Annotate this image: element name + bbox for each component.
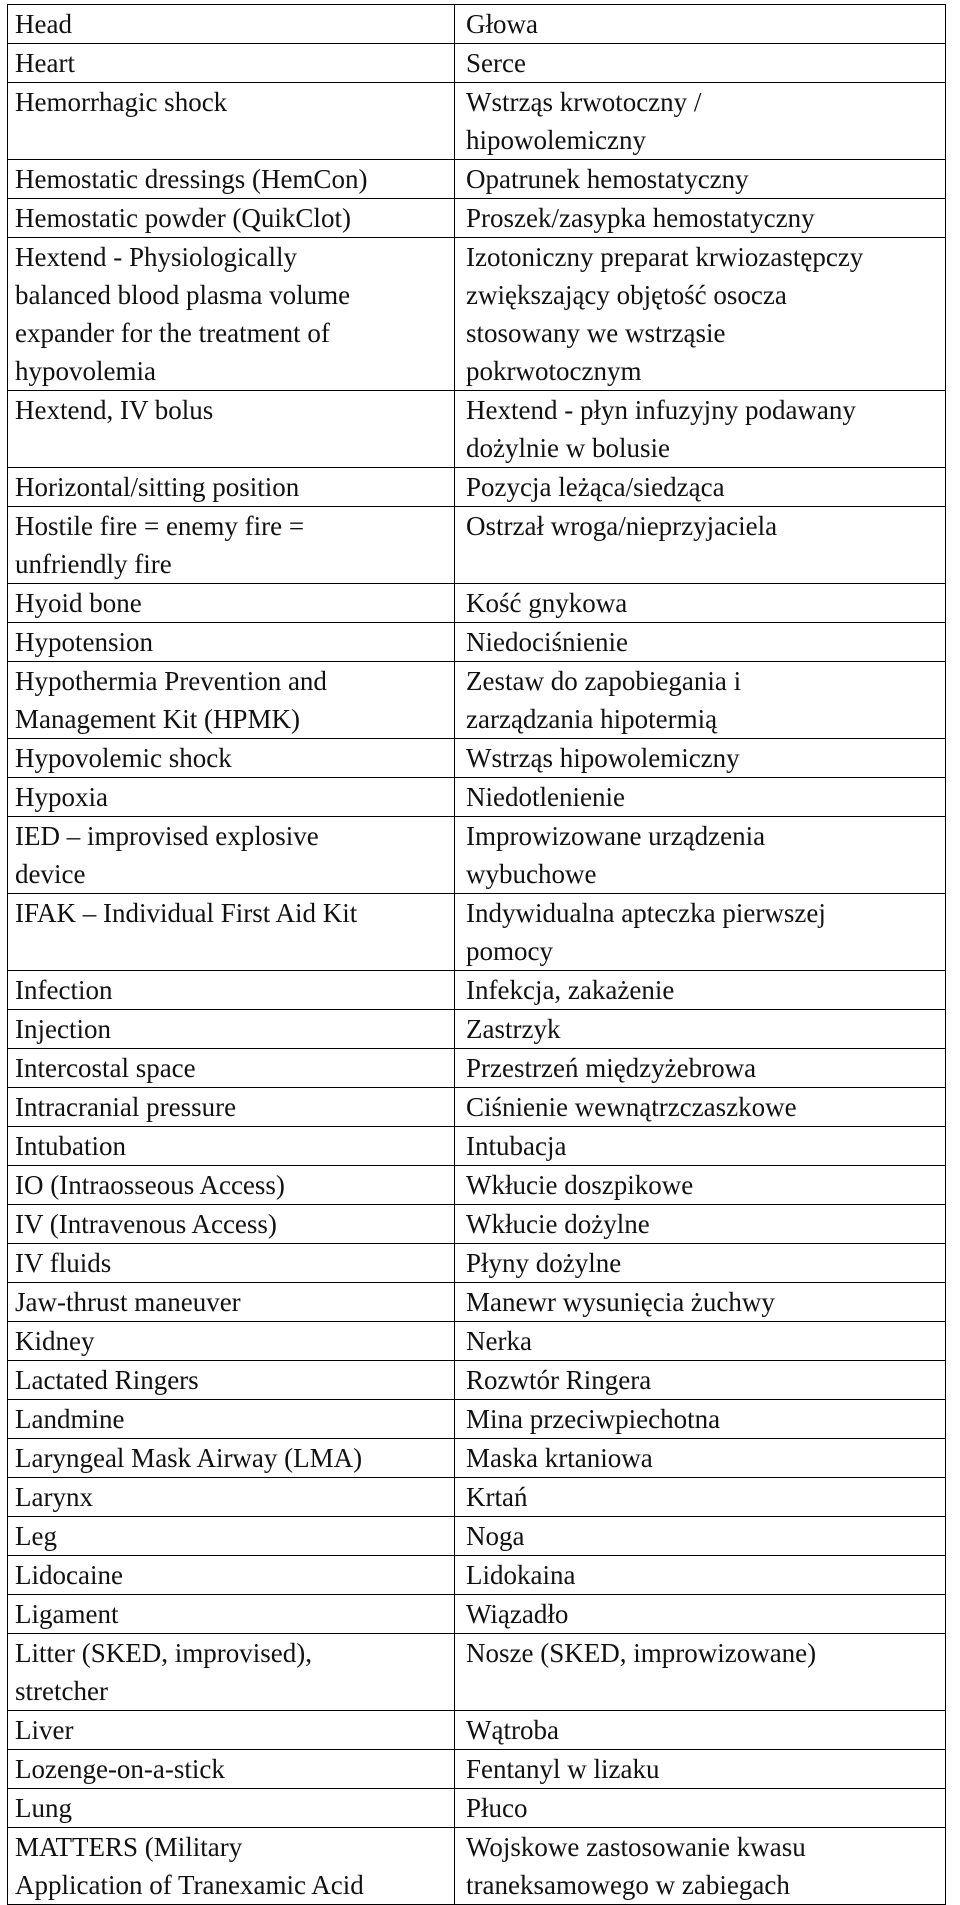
english-term: Litter (SKED, improvised), stretcher [8, 1634, 455, 1711]
polish-translation: Maska krtaniowa [455, 1439, 946, 1478]
glossary-table [7, 4, 946, 1905]
polish-translation: Zastrzyk [455, 1010, 946, 1049]
polish-translation: Wiązadło [455, 1595, 946, 1634]
english-term: Hextend, IV bolus [8, 391, 455, 468]
table-row [8, 739, 946, 778]
table-row [8, 83, 946, 160]
table-row [8, 1088, 946, 1127]
glossary-body [8, 5, 946, 1905]
polish-translation: Mina przeciwpiechotna [455, 1400, 946, 1439]
table-row [8, 160, 946, 199]
polish-translation: Przestrzeń międzyżebrowa [455, 1049, 946, 1088]
english-term: Lozenge-on-a-stick [8, 1750, 455, 1789]
english-term: Jaw-thrust maneuver [8, 1283, 455, 1322]
polish-translation: Lidokaina [455, 1556, 946, 1595]
table-row [8, 1634, 946, 1711]
english-term: Hemostatic dressings (HemCon) [8, 160, 455, 199]
table-row [8, 1595, 946, 1634]
table-row [8, 778, 946, 817]
english-term: Hypotension [8, 623, 455, 662]
polish-translation: Ostrzał wroga/nieprzyjaciela [455, 507, 946, 584]
english-term: Lidocaine [8, 1556, 455, 1595]
english-term: IV (Intravenous Access) [8, 1205, 455, 1244]
polish-translation: Hextend - płyn infuzyjny podawany dożylnie w bolusie [455, 391, 946, 468]
polish-translation: Zestaw do zapobiegania i zarządzania hipotermią [455, 662, 946, 739]
polish-translation: Płuco [455, 1789, 946, 1828]
table-row [8, 1478, 946, 1517]
english-term: Hemorrhagic shock [8, 83, 455, 160]
polish-translation: Wstrząs krwotoczny / hipowolemiczny [455, 83, 946, 160]
polish-translation: Płyny dożylne [455, 1244, 946, 1283]
polish-translation: Niedociśnienie [455, 623, 946, 662]
table-row [8, 1789, 946, 1828]
english-term: Heart [8, 44, 455, 83]
table-row [8, 894, 946, 971]
polish-translation: Głowa [455, 5, 946, 44]
table-row [8, 1205, 946, 1244]
table-row [8, 199, 946, 238]
english-term: Leg [8, 1517, 455, 1556]
english-term: IFAK – Individual First Aid Kit [8, 894, 455, 971]
english-term: Landmine [8, 1400, 455, 1439]
table-row [8, 623, 946, 662]
english-term: Intercostal space [8, 1049, 455, 1088]
table-row [8, 1439, 946, 1478]
polish-translation: Improwizowane urządzenia wybuchowe [455, 817, 946, 894]
english-term: IO (Intraosseous Access) [8, 1166, 455, 1205]
polish-translation: Wstrząs hipowolemiczny [455, 739, 946, 778]
polish-translation: Kość gnykowa [455, 584, 946, 623]
table-row [8, 1010, 946, 1049]
polish-translation: Nosze (SKED, improwizowane) [455, 1634, 946, 1711]
table-row [8, 1049, 946, 1088]
polish-translation: Wątroba [455, 1711, 946, 1750]
table-row [8, 1283, 946, 1322]
english-term: Liver [8, 1711, 455, 1750]
english-term: Kidney [8, 1322, 455, 1361]
polish-translation: Opatrunek hemostatyczny [455, 160, 946, 199]
table-row [8, 971, 946, 1010]
table-row [8, 1127, 946, 1166]
polish-translation: Rozwtór Ringera [455, 1361, 946, 1400]
english-term: IED – improvised explosive device [8, 817, 455, 894]
table-row [8, 817, 946, 894]
english-term: Hemostatic powder (QuikClot) [8, 199, 455, 238]
polish-translation: Serce [455, 44, 946, 83]
english-term: MATTERS (Military Application of Tranexamic Acid [8, 1828, 455, 1905]
polish-translation: Proszek/zasypka hemostatyczny [455, 199, 946, 238]
table-row [8, 507, 946, 584]
english-term: Lung [8, 1789, 455, 1828]
polish-translation: Wojskowe zastosowanie kwasu traneksamowego w zabiegach [455, 1828, 946, 1905]
polish-translation: Infekcja, zakażenie [455, 971, 946, 1010]
table-row [8, 1750, 946, 1789]
table-row [8, 1322, 946, 1361]
english-term: Injection [8, 1010, 455, 1049]
table-row [8, 1400, 946, 1439]
polish-translation: Wkłucie doszpikowe [455, 1166, 946, 1205]
english-term: Hyoid bone [8, 584, 455, 623]
polish-translation: Wkłucie dożylne [455, 1205, 946, 1244]
english-term: Head [8, 5, 455, 44]
polish-translation: Krtań [455, 1478, 946, 1517]
english-term: Ligament [8, 1595, 455, 1634]
polish-translation: Ciśnienie wewnątrzczaszkowe [455, 1088, 946, 1127]
table-row [8, 391, 946, 468]
english-term: Intubation [8, 1127, 455, 1166]
english-term: Hypovolemic shock [8, 739, 455, 778]
polish-translation: Izotoniczny preparat krwiozastępczy zwiększający objętość osocza stosowany we wstrząsie pokrwotocznym [455, 238, 946, 391]
polish-translation: Intubacja [455, 1127, 946, 1166]
polish-translation: Pozycja leżąca/siedząca [455, 468, 946, 507]
english-term: Intracranial pressure [8, 1088, 455, 1127]
table-row [8, 1711, 946, 1750]
table-row [8, 1517, 946, 1556]
polish-translation: Noga [455, 1517, 946, 1556]
table-row [8, 1244, 946, 1283]
english-term: Larynx [8, 1478, 455, 1517]
table-row [8, 1361, 946, 1400]
polish-translation: Indywidualna apteczka pierwszej pomocy [455, 894, 946, 971]
table-row [8, 584, 946, 623]
table-row [8, 468, 946, 507]
english-term: Horizontal/sitting position [8, 468, 455, 507]
table-row [8, 44, 946, 83]
english-term: Infection [8, 971, 455, 1010]
polish-translation: Fentanyl w lizaku [455, 1750, 946, 1789]
english-term: Hostile fire = enemy fire = unfriendly fire [8, 507, 455, 584]
table-row [8, 1828, 946, 1905]
table-row [8, 1556, 946, 1595]
table-row [8, 5, 946, 44]
polish-translation: Niedotlenienie [455, 778, 946, 817]
english-term: Laryngeal Mask Airway (LMA) [8, 1439, 455, 1478]
table-row [8, 1166, 946, 1205]
table-row [8, 238, 946, 391]
english-term: Hypothermia Prevention and Management Kit (HPMK) [8, 662, 455, 739]
english-term: IV fluids [8, 1244, 455, 1283]
english-term: Hypoxia [8, 778, 455, 817]
table-row [8, 662, 946, 739]
english-term: Hextend - Physiologically balanced blood plasma volume expander for the treatment of hypovolemia [8, 238, 455, 391]
polish-translation: Manewr wysunięcia żuchwy [455, 1283, 946, 1322]
polish-translation: Nerka [455, 1322, 946, 1361]
english-term: Lactated Ringers [8, 1361, 455, 1400]
